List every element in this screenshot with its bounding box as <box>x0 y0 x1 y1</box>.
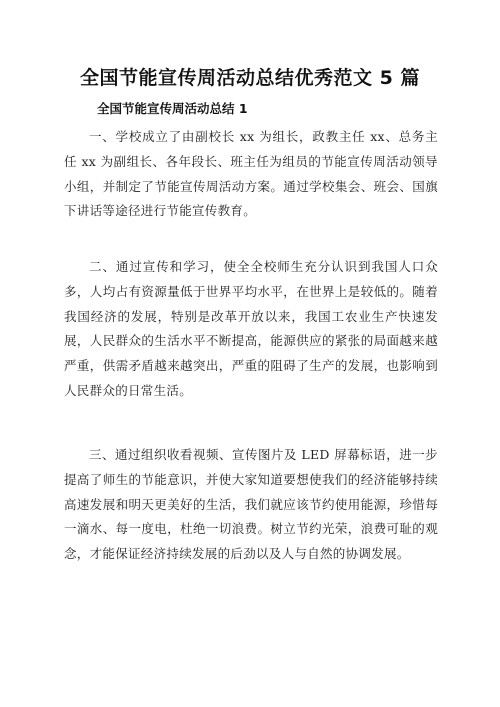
paragraph-3: 三、通过组织收看视频、宣传图片及 LED 屏幕标语，进一步提高了师生的节能意识，并使大家知道要想使我们的经济能够持续高速发展和明天更美好的生活，我们就应该节约使用能源，珍惜每一滴水、每一度电，杜绝一切浪费。树立节约光荣，浪费可耻的观念，才能保证经济持续发展的后劲以及人与自然的协调发展。 <box>64 447 438 562</box>
document-title: 全国节能宣传周活动总结优秀范文 5 篇 <box>80 67 420 89</box>
paragraph-2: 二、通过宣传和学习，使全全校师生充分认识到我国人口众多，人均占有资源量低于世界平均水平，在世界上是较低的。随着我国经济的发展，特别是改革开放以来，我国工农业生产快速发展，人民群众的生活水平不断提高，能源供应的紧张的局面越来越严重，供需矛盾越来越突出，严重的阻碍了生产的发展，也影响到人民群众的日常生活。 <box>64 259 438 398</box>
paragraph-1: 一、学校成立了由副校长 xx 为组长，政教主任 xx、总务主任 xx 为副组长、各年段长、班主任为组员的节能宣传周活动领导小组，并制定了节能宣传周活动方案。通过学校集会、班会、国旗下讲话等途径进行节能宣传教育。 <box>64 129 438 219</box>
section-heading: 全国节能宣传周活动总结 1 <box>97 101 248 116</box>
